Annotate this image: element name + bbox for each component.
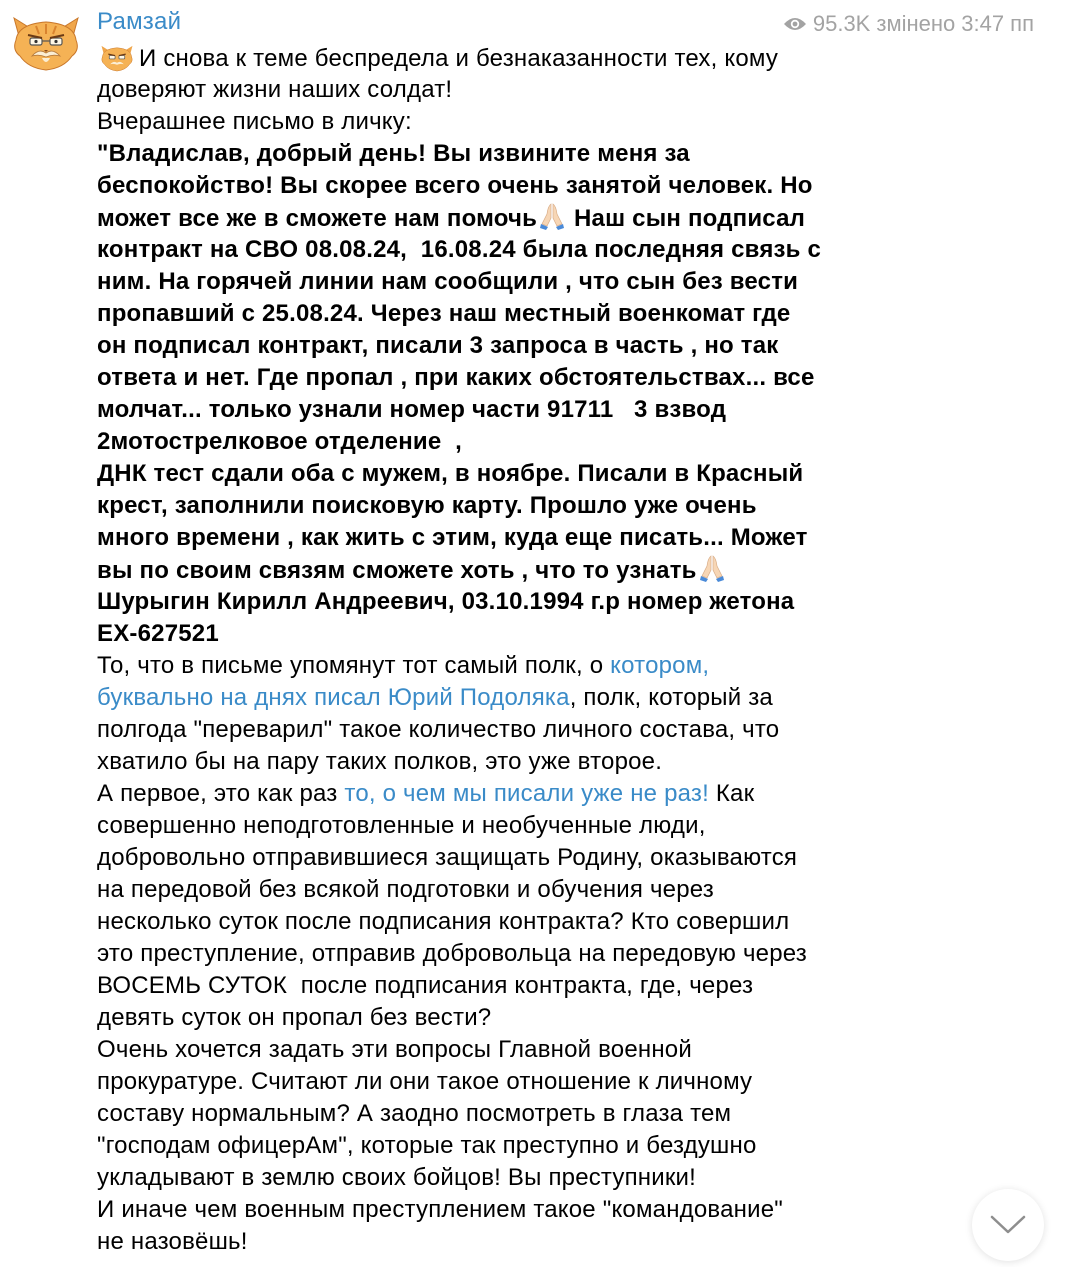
post-time: 3:47 пп [961, 11, 1034, 36]
comment-line: это преступление, отправив добровольца на передовую через [97, 940, 807, 967]
comment-line: добровольно отправившиеся защищать Родину, оказываются [97, 844, 798, 871]
letter-line: ДНК тест сдали оба с мужем, в ноябре. Писали в Красный [97, 460, 804, 487]
previous-posts-link[interactable]: то, о чем мы писали уже не раз! [344, 780, 709, 807]
post-intro [97, 42, 917, 138]
author-comment [97, 650, 917, 1258]
comment-line: несколько суток после подписания контракта? Кто совершил [97, 908, 790, 935]
letter-line: он подписал контракт, писали 3 запроса в часть , но так [97, 332, 779, 359]
comment-line: буквально на днях писал Юрий Подоляка, полк, который за [97, 684, 773, 711]
letter-line: вы по своим связям сможете хоть , что то узнать [97, 554, 917, 586]
letter-line: молчат... только узнали номер части 91711 3 взвод [97, 396, 727, 423]
letter-line: много времени , как жить с этим, куда еще писать... Может [97, 524, 808, 551]
quoted-letter [97, 138, 917, 650]
comment-line: "господам офицерАм", которые так преступно и бездушно [97, 1132, 757, 1159]
comment-line: А первое, это как раз то, о чем мы писали уже не раз! Как [97, 780, 755, 807]
chevron-down-icon [990, 1214, 1026, 1236]
intro-line-3: Вчерашнее письмо в личку: [97, 108, 412, 135]
letter-line: может все же в сможете нам помочь Наш сын подписал [97, 202, 917, 234]
comment-line: хватило бы на пару таких полков, это уже второе. [97, 748, 663, 775]
comment-line: укладывают в землю своих бойцов! Вы преступники! [97, 1164, 697, 1191]
eye-icon [783, 16, 807, 32]
comment-line: девять суток он пропал без вести? [97, 1004, 492, 1031]
post-body [97, 42, 917, 1258]
letter-line: "Владислав, добрый день! Вы извините меня за [97, 140, 690, 167]
comment-line: То, что в письме упомянут тот самый полк, о котором, [97, 652, 710, 679]
letter-line: ним. На горячей линии нам сообщили , что сын без вести [97, 268, 799, 295]
comment-line: ВОСЕМЬ СУТОК после подписания контракта, где, через [97, 972, 754, 999]
comment-line: совершенно неподготовленные и необученные люди, [97, 812, 706, 839]
letter-line: ЕХ-627521 [97, 620, 219, 647]
ginger-cat-avatar-icon [6, 10, 86, 72]
edited-label: змінено [876, 11, 956, 36]
channel-avatar[interactable] [6, 10, 86, 72]
view-count: 95.3K [812, 11, 871, 36]
scroll-to-bottom-button[interactable] [972, 1189, 1044, 1261]
intro-line-2: доверяют жизни наших солдат! [97, 76, 453, 103]
comment-line: прокуратуре. Считают ли они такое отношение к личному [97, 1068, 753, 1095]
post-header [97, 6, 1038, 40]
letter-line: крест, заполнили поисковую карту. Прошло уже очень [97, 492, 757, 519]
comment-line: не назовёшь! [97, 1228, 248, 1255]
letter-line: беспокойство! Вы скорее всего очень занятой человек. Но [97, 172, 813, 199]
letter-line: 2мотострелковое отделение , [97, 428, 463, 455]
author-name[interactable]: Рамзай [97, 8, 182, 35]
post-meta [783, 11, 1034, 37]
letter-line: Шурыгин Кирилл Андреевич, 03.10.1994 г.р номер жетона [97, 588, 795, 615]
letter-line: контракт на СВО 08.08.24, 16.08.24 была последняя связь с [97, 236, 822, 263]
comment-line: полгода "переварил" такое количество личного состава, что [97, 716, 780, 743]
comment-line: составу нормальным? А заодно посмотреть в глаза тем [97, 1100, 732, 1127]
comment-line: на передовой без всякой подготовки и обучения через [97, 876, 714, 903]
intro-line-1: И снова к теме беспредела и безнаказанности тех, кому [139, 45, 779, 72]
podolyaka-link[interactable]: буквально на днях писал Юрий Подоляка [97, 684, 570, 711]
podolyaka-link[interactable]: котором, [610, 652, 710, 679]
letter-line: пропавший с 25.08.24. Через наш местный военкомат где [97, 300, 791, 327]
comment-line: И иначе чем военным преступлением такое "командование" [97, 1196, 783, 1223]
letter-line: ответа и нет. Где пропал , при каких обстоятельствах... все [97, 364, 815, 391]
comment-line: Очень хочется задать эти вопросы Главной военной [97, 1036, 692, 1063]
